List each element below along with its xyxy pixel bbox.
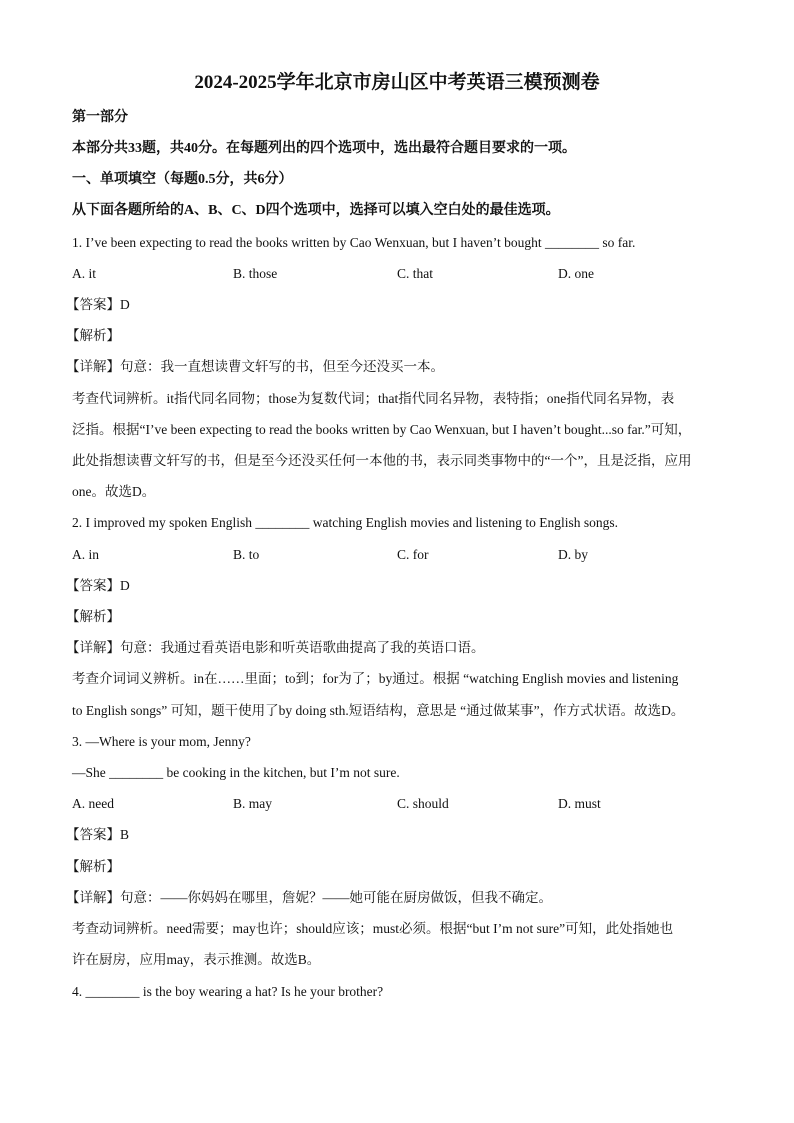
detail-label: 【详解】 — [66, 640, 120, 655]
detail-meaning: 句意：——你妈妈在哪里，詹妮？——她可能在厨房做饭，但我不确定。 — [120, 890, 552, 905]
question-2-option-c: C. for — [397, 547, 429, 562]
question-1-explanation-line: 考查代词辨析。it指代同名同物；those为复数代词；that指代同名异物，表特指；one指代同名异物，表 — [72, 391, 675, 406]
question-1-option-c: C. that — [397, 266, 433, 281]
detail-meaning: 句意：我通过看英语电影和听英语歌曲提高了我的英语口语。 — [120, 640, 485, 655]
detail-label: 【详解】 — [66, 359, 120, 374]
question-1-detail — [66, 357, 444, 377]
question-2-analysis-label — [66, 607, 120, 627]
question-3-analysis-label — [66, 857, 120, 877]
question-2-option-a: A. in — [72, 547, 99, 562]
question-2-answer — [66, 576, 130, 596]
detail-meaning: 句意：我一直想读曹文轩写的书，但至今还没买一本。 — [120, 359, 444, 374]
question-3-stem-reply: —She ________ be cooking in the kitchen, but I’m not sure. — [72, 765, 400, 780]
question-2-explanation-line: 考查介词词义辨析。in在……里面；to到；for为了；by通过。根据 “watching English movies and listening — [72, 671, 679, 686]
question-1-option-d: D. one — [558, 266, 594, 281]
question-3-explanation-line: 许在厨房，应用may，表示推测。故选B。 — [72, 952, 321, 967]
answer-value: D — [120, 297, 130, 312]
answer-label: 【答案】 — [66, 578, 120, 593]
question-2-option-d: D. by — [558, 547, 588, 562]
question-2-detail — [66, 638, 485, 658]
question-1-explanation-line: 泛指。根据“I’ve been expecting to read the books written by Cao Wenxuan, but I haven’t bought...so far.”可知， — [72, 422, 692, 437]
question-3-option-a: A. need — [72, 796, 114, 811]
section-heading: 一、单项填空（每题0.5分，共6分） — [72, 172, 293, 187]
question-3-answer — [66, 825, 130, 845]
question-4-stem: 4. ________ is the boy wearing a hat? Is he your brother? — [72, 984, 384, 999]
question-3-option-c: C. should — [397, 796, 449, 811]
question-3-option-b: B. may — [233, 796, 272, 811]
answer-label: 【答案】 — [66, 297, 120, 312]
question-3-detail — [66, 888, 552, 908]
analysis-label: 【解析】 — [66, 328, 120, 343]
question-3-explanation-line: 考查动词辨析。need需要；may也许；should应该；must必须。根据“but I’m not sure”可知，此处指她也 — [72, 921, 674, 936]
question-2-explanation-line: to English songs” 可知，题干使用了by doing sth.短语结构，意思是 “通过做某事”，作方式状语。故选D。 — [72, 703, 685, 718]
question-1-option-b: B. those — [233, 266, 278, 281]
analysis-label: 【解析】 — [66, 859, 120, 874]
question-1-analysis-label — [66, 326, 120, 346]
question-1-explanation-line: 此处指想读曹文轩写的书，但是至今还没买任何一本他的书，表示同类事物中的“一个”，且是泛指，应用 — [72, 453, 692, 468]
document-title: 2024-2025学年北京市房山区中考英语三模预测卷 — [194, 72, 600, 93]
question-1-option-a: A. it — [72, 266, 97, 281]
part-heading: 第一部分 — [72, 110, 128, 125]
answer-value: B — [120, 827, 130, 842]
question-1-stem: 1. I’ve been expecting to read the books written by Cao Wenxuan, but I haven’t bought ________ so far. — [72, 235, 636, 250]
part-instructions: 本部分共33题，共40分。在每题列出的四个选项中，选出最符合题目要求的一项。 — [72, 141, 576, 156]
question-1-answer — [66, 295, 130, 315]
analysis-label: 【解析】 — [66, 609, 120, 624]
question-3-option-d: D. must — [558, 796, 601, 811]
question-3-stem: 3. —Where is your mom, Jenny? — [72, 734, 251, 749]
question-2-option-b: B. to — [233, 547, 260, 562]
question-1-explanation-line: one。故选D。 — [72, 484, 156, 499]
detail-label: 【详解】 — [66, 890, 120, 905]
section-note: 从下面各题所给的A、B、C、D四个选项中，选择可以填入空白处的最佳选项。 — [72, 203, 560, 218]
answer-label: 【答案】 — [66, 827, 120, 842]
question-2-stem: 2. I improved my spoken English ________ watching English movies and listening to English songs. — [72, 515, 618, 530]
answer-value: D — [120, 578, 130, 593]
